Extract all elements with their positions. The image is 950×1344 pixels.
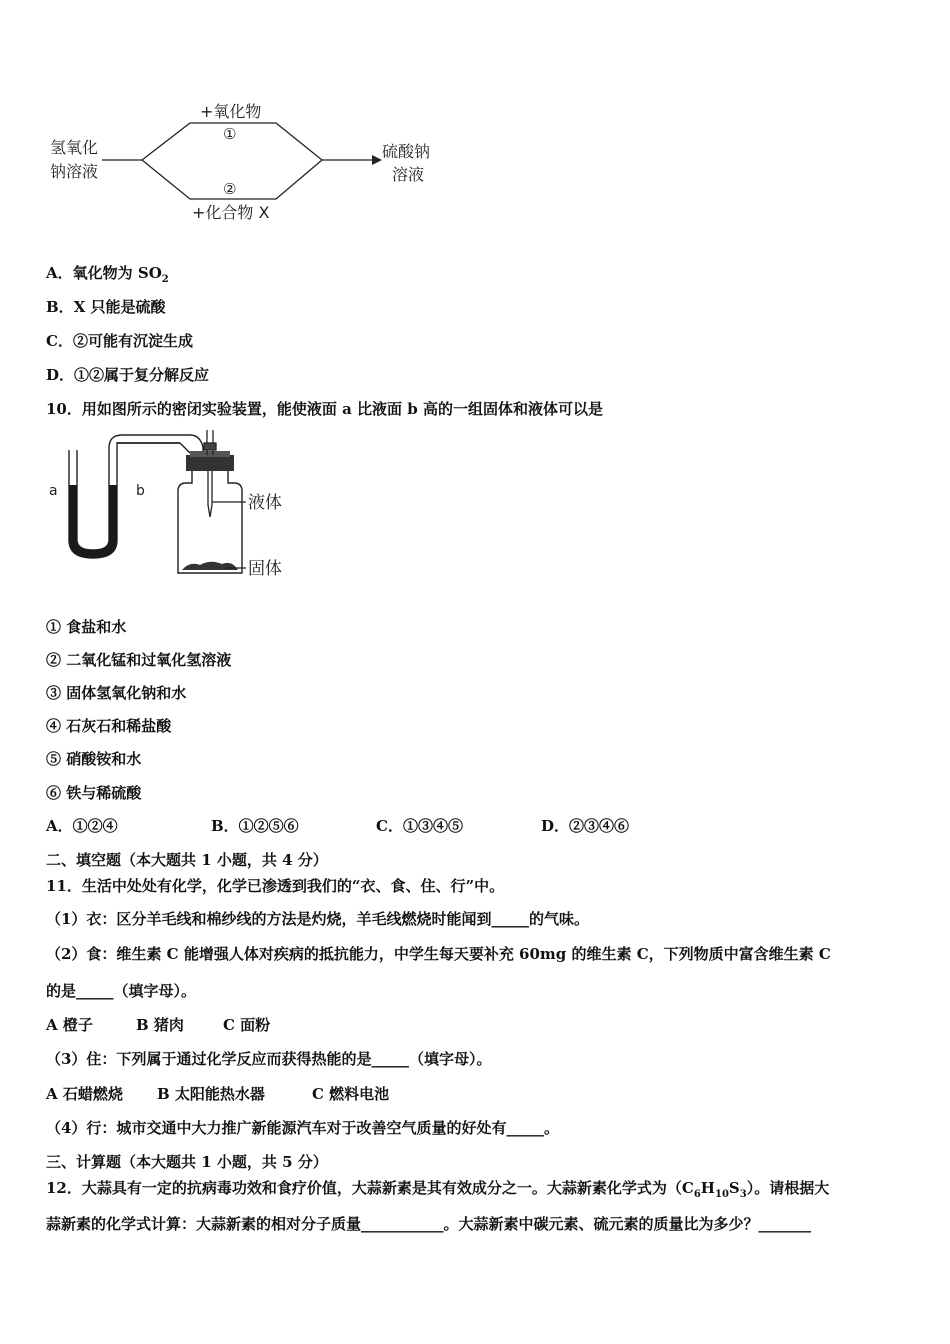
- q11-part4: （4）行：城市交通中大力推广新能源汽车对于改善空气质量的好处有_____。: [46, 1119, 559, 1137]
- q10-choice-c: C．①③④⑤: [376, 817, 463, 835]
- q12-line1: 12．大蒜具有一定的抗病毒功效和食疗价值，大蒜新素是其有效成分之一。大蒜新素化学式为$(C_6H_{10}S_3)$。请根据大: [46, 1179, 830, 1200]
- bottom-path-number: ②: [223, 180, 237, 198]
- q9-option-a: A．氧化物为 $SO_2$: [46, 264, 169, 285]
- q11-part2-line1: （2）食：维生素 C 能增强人体对疾病的抵抗能力，中学生每天要补充 60mg 的维生素 C，下列物质中富含维生素 C: [46, 945, 831, 963]
- reactant-label-1: 氢氧化: [50, 138, 99, 157]
- q12-line2: 蒜新素的化学式计算：大蒜新素的相对分子质量___________。大蒜新素中碳元素、硫元素的质量比为多少？_______: [46, 1215, 812, 1233]
- product-label-1: 硫酸钠: [382, 142, 431, 161]
- solid-label: 固体: [248, 559, 282, 579]
- section2-title: 二、填空题（本大题共 1 小题，共 4 分）: [46, 851, 328, 869]
- q11-part3-option-a: A 石蜡燃烧: [46, 1085, 123, 1103]
- reaction-diagram: [40, 95, 460, 230]
- section3-title: 三、计算题（本大题共 1 小题，共 5 分）: [46, 1153, 328, 1171]
- q11-part3-option-b: B 太阳能热水器: [157, 1085, 265, 1103]
- top-path-number: ①: [223, 125, 237, 143]
- apparatus-diagram: [40, 425, 310, 590]
- q9-option-b: B．X 只能是硫酸: [46, 298, 166, 316]
- q10-choice-b: B．①②⑤⑥: [211, 817, 299, 835]
- level-b-label: b: [136, 483, 145, 499]
- q10-item-3: ③ 固体氢氧化钠和水: [46, 684, 187, 702]
- q10-item-4: ④ 石灰石和稀盐酸: [46, 717, 172, 735]
- q10-choice-d: D．②③④⑥: [541, 817, 630, 835]
- q10-choice-a: A．①②④: [46, 817, 118, 835]
- top-path-reagent: +氧化物: [200, 102, 262, 121]
- level-a-label: a: [49, 483, 58, 499]
- q9-option-d: D．①②属于复分解反应: [46, 366, 210, 384]
- liquid-label: 液体: [248, 493, 282, 513]
- q11-part3-option-c: C 燃料电池: [312, 1085, 390, 1103]
- q10-item-2: ② 二氧化锰和过氧化氢溶液: [46, 651, 232, 669]
- q11-part1: （1）衣：区分羊毛线和棉纱线的方法是灼烧，羊毛线燃烧时能闻到_____的气味。: [46, 910, 589, 928]
- q10-stem: 10．用如图所示的密闭实验装置，能使液面 a 比液面 b 高的一组固体和液体可以是: [46, 400, 603, 418]
- q11-part3: （3）住：下列属于通过化学反应而获得热能的是_____（填字母）。: [46, 1050, 492, 1068]
- q11-part2-option-a: A 橙子: [46, 1016, 93, 1034]
- q10-item-5: ⑤ 硝酸铵和水: [46, 750, 142, 768]
- q11-stem: 11．生活中处处有化学，化学已渗透到我们的“衣、食、住、行”中。: [46, 877, 505, 895]
- product-label-2: 溶液: [392, 165, 425, 184]
- q10-item-6: ⑥ 铁与稀硫酸: [46, 784, 142, 802]
- q11-part2-line2: 的是_____（填字母）。: [46, 982, 197, 1000]
- reactant-label-2: 钠溶液: [50, 162, 99, 181]
- q10-item-1: ① 食盐和水: [46, 618, 127, 636]
- q11-part2-option-b: B 猪肉: [136, 1016, 184, 1034]
- q11-part2-option-c: C 面粉: [223, 1016, 271, 1034]
- q9-option-c: C．②可能有沉淀生成: [46, 332, 193, 350]
- bottom-path-reagent: +化合物 X: [192, 203, 270, 222]
